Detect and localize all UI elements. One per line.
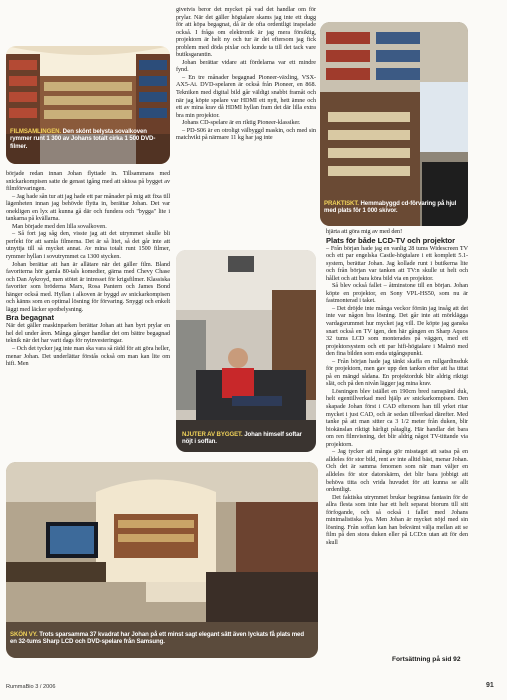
paragraph: – Så fort jag såg den, visste jag att det utrymmet skulle bli perfekt för att samla filmerna. Det är så litet, så det går inte att utnyttja till så mycket annat. Av mina totalt runt 1500 filmer, rymmer hyllan i sovutrymmet ca 1300 stycken.	[6, 230, 170, 261]
paragraph: Man började med den lilla sovalkoven.	[12, 222, 107, 230]
caption-text: Trots sparsamma 37 kvadrat har Johan på ett minst sagt elegant sätt även lyckats få plats med en 32-tums Sharp LCD och DVD-spelare från Samsung.	[10, 631, 304, 646]
paragraph: Johan berättar att han är allätare när det gäller film. Bland favoriterna hör gamla 80-tals komedier, gärna med Chevy Chase och Dan Aykroyd, men stötet är intresset för krigsfilmer. Klassiska favoriter som bröderna Marx, Rosa Pantern och James Bond hänger också med. Hyllan i alkoven är byggd av snickarkompisen och känns som en optimal lösning för förvaring. Snyggt och enkelt läggt med läcker spotbelysning.	[6, 260, 170, 313]
article-column-1	[6, 170, 170, 368]
subheading: Bra begagnat	[6, 313, 54, 323]
caption-text: Den skönt belysta sovalkoven rymmer runt 1 300 av Johans totalt cirka 1 500 DVD-filmer.	[10, 128, 156, 150]
caption-cd-storage	[324, 200, 460, 215]
paragraph: började redan innan Johan flyttade in. Tillsammans med snickarkompisen satte de genast igång med att skissa på bygget av filmförvaringen.	[6, 170, 170, 193]
paragraph: Det faktiska utrymmet brukar begränsa fantasin för de allra flesta som inte har ett helt separat biorum till sitt förfogande, och så också i fallet med Johans minimalistiska lya. Men Johan är mycket nöjd med sin lösning. Från soffan kan han bekvämt välja mellan att se film på den stora duken eller på LCD:n utan att för den skull	[326, 493, 468, 546]
paragraph: – En tre månader begagnad Pioneer-växling, VSX-AX5-Ai. DVD-spelaren är också från Pioneer, en 868. Tekniken med digital bild går väldigt snabbt framåt och när jag köpte spelare var HDMI ett nytt, hett ämne och ett av mina krav då HDMI hyllan fram det där lilla extra bra min projektor.	[176, 73, 316, 119]
article-column-3	[326, 228, 468, 546]
paragraph: – Jag tycker att många gör misstaget att satsa på en alldeles för stor bild, rent av inte alltid bäst, menar Johan. Och det är samma fenomen som när man väljer en alldeles för stor datorskärm, det blir bara jobbigt att behöva titta och vrida huvudet för att kunna se allt ordentligt.	[326, 448, 468, 494]
caption-film-library	[10, 128, 160, 150]
caption-lead: FILMSAMLINGEN.	[10, 128, 62, 135]
paragraph: Johans CD-spelare är en riktig Pioneer-klassiker.	[182, 119, 301, 127]
caption-lead: SKÖN VY.	[10, 631, 38, 638]
magazine-footer: RummaBio 3 / 2006	[6, 684, 56, 690]
article-column-2	[176, 6, 316, 142]
photo-johan-sofa	[176, 250, 316, 452]
paragraph: – Det dröjde inte många veckor förrän jag insåg att det inte var någon bra lösning. Det går inte att mörklägga vardagsrummet hur mycket jag vill. De köpte jag ganska snart också en TV igen, den här gången en Sharp Aquos 32 tums LCD som monterades på väggen, med ett projektorsystem och ett par hifi-högtalare i Malmö med den fina bilden som enda utgångspunkt.	[326, 304, 468, 358]
continuation-note: Fortsättning på sid 92	[392, 656, 461, 663]
page-number: 91	[486, 682, 494, 689]
paragraph: givetvis beror det mycket på vad det handlar om för prylar. När det gäller högtalare skams jag inte ett dugg för att köpa begagnat, då är de ofta ordentligt inspelade också. I fråga om elektronik är jag mera försiktig, projektorn är helt ny och tur är det eftersom jag fick problem med döda pixlar och kunde ta till det tack vare butiksgarantin.	[176, 6, 316, 59]
paragraph: – Från början hade jag en vanlig 28 tums Widescreen TV och ett par engelska Castle-högtalare i ett komplett 5.1-system, berättar Johan. Jag kollade runt i butikerna lite och från början var tanken att TV:n skulle ut helt och hållet och att bara köra bild via en projektor.	[326, 244, 468, 282]
caption-lead: NJUTER AV BYGGET.	[182, 431, 243, 438]
paragraph: hjärta att göra mig av med den!	[326, 228, 403, 235]
paragraph: – Från början hade jag tänkt skaffa en rullgardinsduk för projektorn, men gav upp den tanken efter att ha tittat på en mängd sådana. En projektorduk blir aldrig riktigt slät, och på den nivån lägger jag mina krav.	[326, 357, 468, 388]
paragraph: Johan berättar vidare att fördelarna var ett mindre fynd.	[176, 58, 316, 74]
caption-text: Hemmabyggd cd-förvaring på hjul med plats för 1 000 skivor.	[324, 200, 457, 215]
caption-johan-sofa	[182, 431, 312, 446]
subheading: Plats för både LCD-TV och projektor	[326, 235, 456, 245]
paragraph: – Och det tycker jag inte man ska vara så rädd för att göra heller, menar Johan. Det underlättar förstås också om man kan lite om hifi. Men	[6, 345, 170, 368]
paragraph: – PD-S06 är en otroligt välbyggd maskin, och med sin matchvikt på närmare 11 kg har jag inte	[176, 126, 316, 142]
caption-text: Johan himself softar nöjt i soffan.	[182, 431, 302, 446]
paragraph: När det gäller maskinparken berättar Johan att han byrt prylar en hel del under åren. Många gånger handlar det om bättre begagnad teknik när det har varit dags för nyinvesteringar.	[6, 322, 170, 345]
paragraph: Lösningen blev istället en 190cm bred ramspänd duk, helt egentillverkad med hjälp av snickarkompisen. Den skapade Johan först i CAD eftersom han till yrket ritar mycket i just CAD, och är sedan tillverkad därefter. Med tanke på att man sitter ca 3 1/2 meter från duken, blir biokänslan riktigt härligt påtaglig. Här handlar det bara om ren filmvisning, det blir aldrig något TV-tittande via projektorn.	[326, 387, 468, 448]
caption-living-room	[10, 631, 310, 646]
photo-cd-storage	[320, 22, 468, 226]
paragraph: Så blev också fallet – åtminstone till en början. Johan köpte en projektor, en Sony VPL-HS50, som nu är fastmonterad i taket.	[326, 282, 468, 305]
photo-living-room	[6, 462, 318, 658]
caption-lead: PRAKTISKT.	[324, 200, 359, 207]
paragraph: – Jag hade sån tur att jag hade ett par månader på mig att fixa till lägenheten innan jag behövde flytta in, berättar Johan. Det var onekligen en lyx att kunna gå där och fundera och "bygga" lite i tankarna på kvällarna.	[6, 192, 170, 223]
